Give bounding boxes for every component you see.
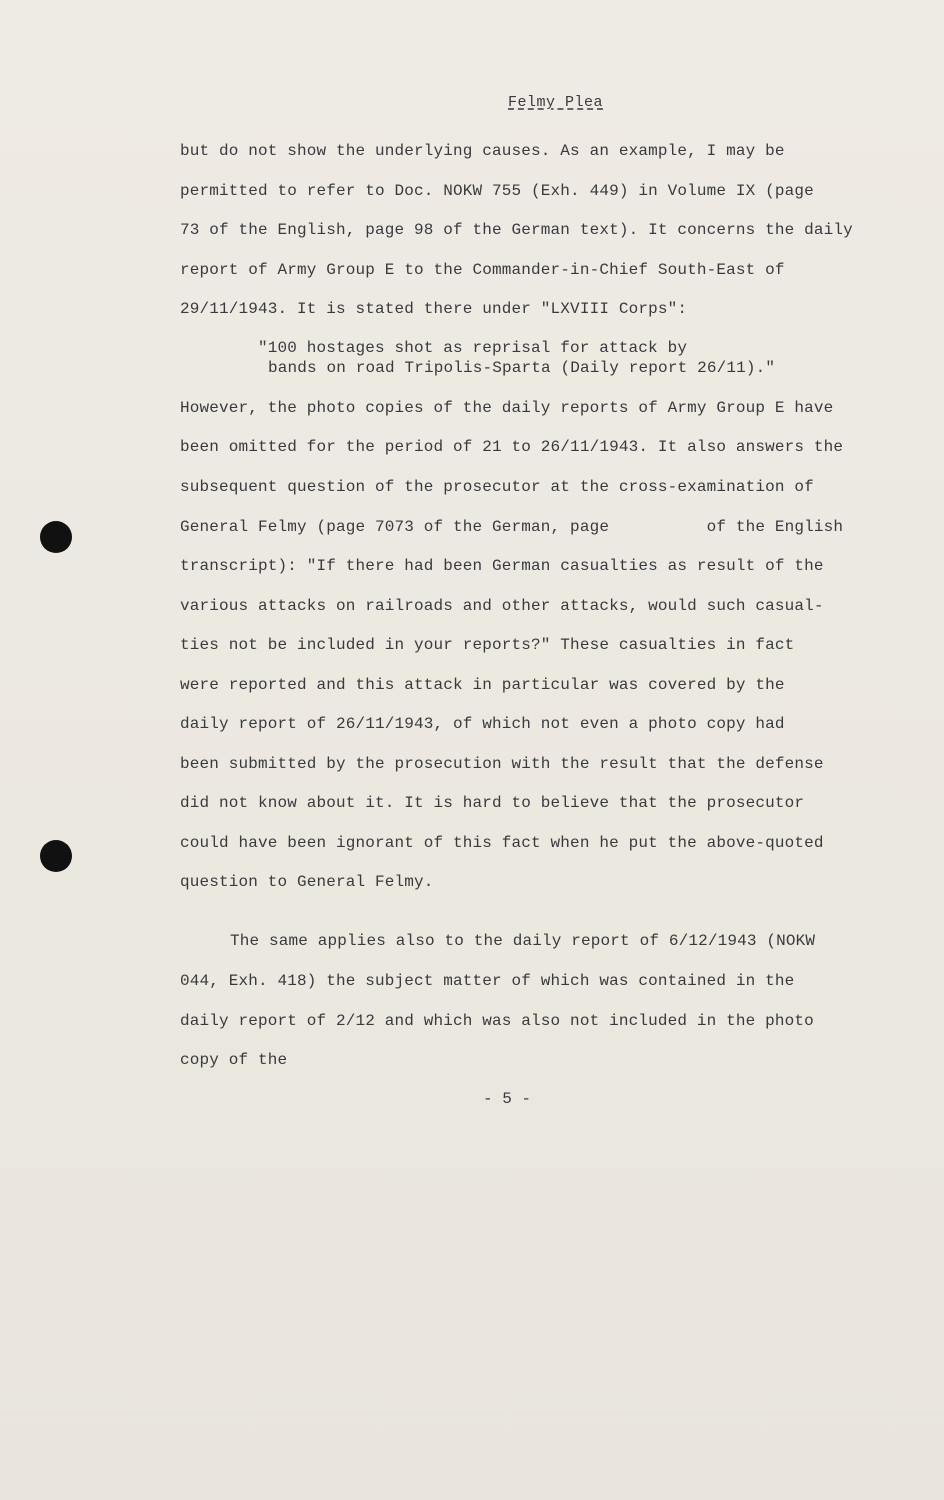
text-line: 73 of the English, page 98 of the German text). It concerns the daily	[180, 221, 853, 239]
text-line: However, the photo copies of the daily reports of Army Group E have	[180, 399, 834, 417]
text-line: been omitted for the period of 21 to 26/11/1943. It also answers the	[180, 438, 844, 456]
page-header: Felmy Plea	[508, 94, 604, 111]
text-line: but do not show the underlying causes. As an example, I may be	[180, 142, 785, 160]
punch-hole	[40, 521, 72, 553]
text-line: could have been ignorant of this fact when he put the above-quoted	[180, 834, 824, 852]
text-line: 29/11/1943. It is stated there under "LXVIII Corps":	[180, 300, 688, 318]
text-line: been submitted by the prosecution with the result that the defense	[180, 755, 824, 773]
text-line: 044, Exh. 418) the subject matter of which was contained in the	[180, 972, 795, 990]
text-line: subsequent question of the prosecutor at the cross-examination of	[180, 478, 814, 496]
punch-hole	[40, 840, 72, 872]
page-number: - 5 -	[483, 1090, 532, 1108]
text-line: General Felmy (page 7073 of the German, page of the English	[180, 518, 844, 536]
text-line: did not know about it. It is hard to believe that the prosecutor	[180, 794, 805, 812]
text-line: daily report of 26/11/1943, of which not even a photo copy had	[180, 715, 785, 733]
text-line: question to General Felmy.	[180, 873, 434, 891]
text-line: were reported and this attack in particular was covered by the	[180, 676, 785, 694]
text-line: transcript): "If there had been German casualties as result of the	[180, 557, 824, 575]
text-line: The same applies also to the daily report of 6/12/1943 (NOKW	[230, 932, 816, 950]
quote-line: "100 hostages shot as reprisal for attack by	[258, 339, 688, 357]
text-line: report of Army Group E to the Commander-in-Chief South-East of	[180, 261, 785, 279]
text-line: daily report of 2/12 and which was also not included in the photo	[180, 1012, 814, 1030]
text-line: permitted to refer to Doc. NOKW 755 (Exh. 449) in Volume IX (page	[180, 182, 814, 200]
text-line: ties not be included in your reports?" These casualties in fact	[180, 636, 795, 654]
text-line: various attacks on railroads and other attacks, would such casual-	[180, 597, 824, 615]
text-line: copy of the	[180, 1051, 288, 1069]
quote-line: bands on road Tripolis-Sparta (Daily report 26/11)."	[268, 359, 776, 377]
